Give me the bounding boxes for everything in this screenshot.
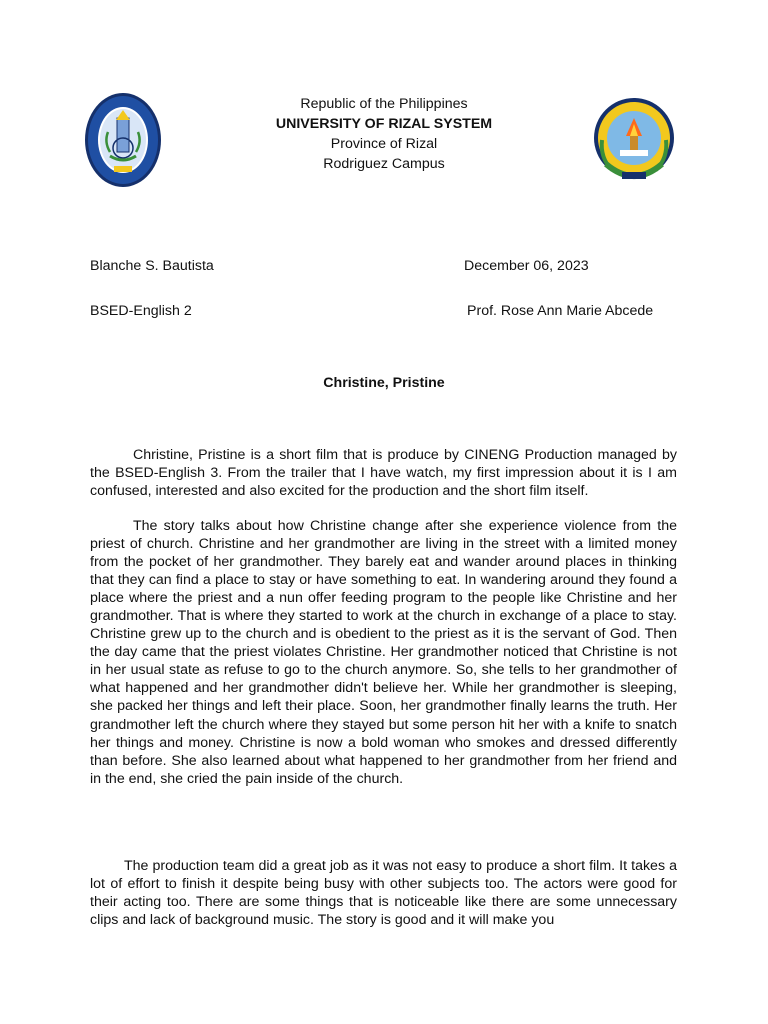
paragraph-story: The story talks about how Christine change after she experience violence from the priest of church. Christine and her grandmother are living in the street with a limited money from the pocket of her grandmother. They barely eat and wander around places in thinking that they can find a place to stay or have something to eat. In wandering around they found a place where the priest and a nun offer feeding program to the people like Christine and her grandmother. That is where they started to work at the church in exchange of a place to stay. Christine grew up to the church and is obedient to the priest as it is the servant of God. Then the day came that the priest violates Christine. Her grandmother noticed that Christine is not in her usual state as refuse to go to the church anymore. So, she tells to her grandmother of what happened and her grandmother didn't believe her. While her grandmother is sleeping, she packed her things and left their place. Soon, her grandmother finally learns the truth. Her grandmother left the church where they stayed but some person hit her with a knife to snatch her things and money. Christine is now a bold woman who smokes and dressed differently than before. She also learned about what happened to her grandmother from her friend and in the end, she cried the pain inside of the church.: [90, 518, 677, 787]
header-province: Province of Rizal: [330, 136, 438, 152]
professor-name: Prof. Rose Ann Marie Abcede: [467, 303, 654, 319]
institution-header: [200, 94, 568, 174]
college-seal-icon: [586, 92, 682, 188]
header-university: UNIVERSITY OF RIZAL SYSTEM: [275, 116, 493, 132]
header-republic: Republic of the Philippines: [300, 96, 468, 112]
university-seal-icon: [84, 92, 162, 188]
paragraph-production: The production team did a great job as it was not easy to produce a short film. It takes a lot of effort to finish it despite being busy with other subjects too. The actors were good for their acting too. There are some things that is noticeable like there are some unnecessary clips and lack of background music. The story is good and it will make you: [90, 858, 677, 929]
header-campus: Rodriguez Campus: [323, 156, 445, 172]
course-section: BSED-English 2: [90, 303, 192, 319]
paragraph-intro: Christine, Pristine is a short film that is produce by CINENG Production managed by the BSED-English 3. From the trailer that I have watch, my first impression about it is I am confused, interested and also excited for the production and the short film itself.: [90, 447, 677, 500]
document-title: Christine, Pristine: [323, 375, 445, 391]
submission-date: December 06, 2023: [464, 258, 589, 274]
student-name: Blanche S. Bautista: [90, 258, 214, 274]
